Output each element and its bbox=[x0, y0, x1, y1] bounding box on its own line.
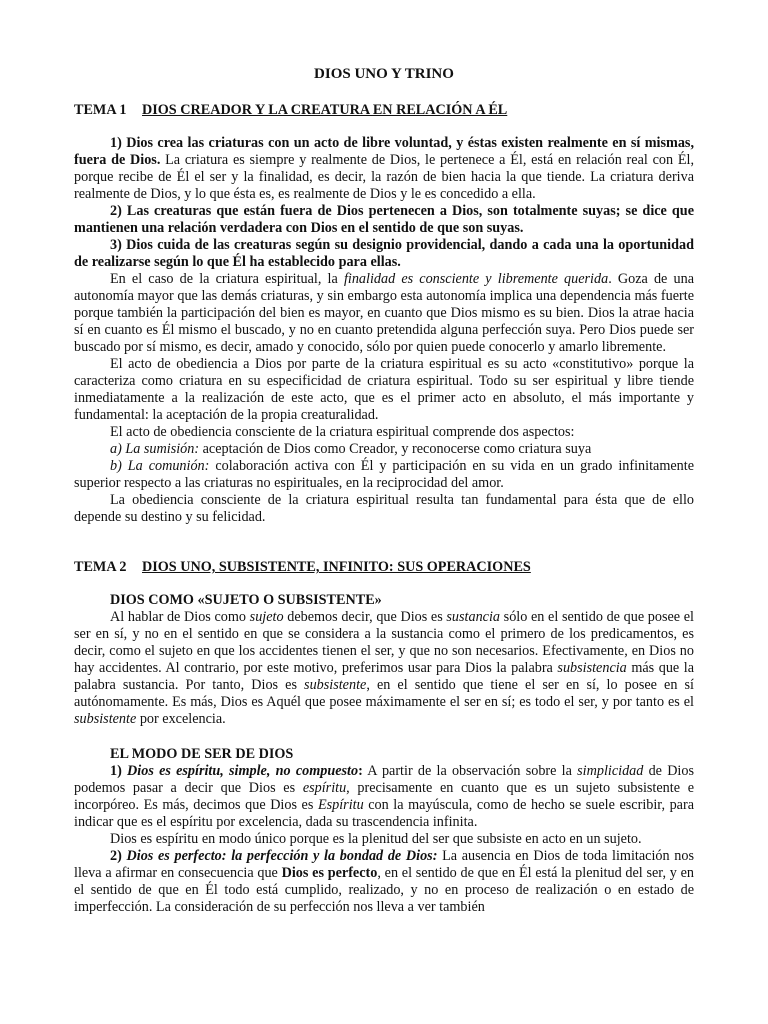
paragraph-sujeto bbox=[74, 609, 694, 728]
modo-1-text-c: , precisamente en cuanto que es un sujeto subsistente e incorpóreo. Es más, decimos que Dios es bbox=[74, 780, 694, 813]
modo-1-number: 1) bbox=[110, 763, 128, 779]
paragraph-7-text: aceptación de Dios como Creador, y reconocerse como criatura suya bbox=[199, 441, 592, 457]
modo-1-colon: : bbox=[358, 763, 363, 779]
modo-1-bold-italic: Dios es espíritu, simple, no compuesto bbox=[127, 763, 359, 779]
paragraph-7 bbox=[74, 441, 694, 458]
paragraph-2 bbox=[74, 203, 694, 237]
paragraph-4-text-a: En el caso de la criatura espiritual, la bbox=[110, 271, 344, 287]
sujeto-italic-5: subsistente bbox=[74, 711, 137, 727]
tema1-number: TEMA 1 bbox=[74, 102, 127, 118]
sujeto-text-c: sólo en el sentido de que posee el ser en sí, y no en el sentido en que se considera a la sustancia como el primero de los predicamentos, es decir, como el sujeto en que los accidentes tienen el ser, y que no son necesarios. Efectivamente, en Dios no hay accidentes. Al contrario, por este motivo, preferimos usar para Dios la palabra bbox=[74, 609, 694, 676]
paragraph-3-bold: 3) Dios cuida de las creaturas según su designio providencial, dando a cada una la oportunidad de realizarse según lo que Él ha establecido para ellas. bbox=[74, 237, 694, 270]
sujeto-text-b: debemos decir, que Dios es bbox=[283, 609, 447, 625]
tema1-name: DIOS CREADOR Y LA CREATURA EN RELACIÓN A ÉL bbox=[142, 102, 508, 118]
paragraph-8-italic: b) La comunión: bbox=[110, 458, 210, 474]
sujeto-italic-1: sujeto bbox=[249, 609, 284, 625]
sujeto-text-d: más que la palabra sustancia. Por tanto, Dios es bbox=[74, 660, 695, 693]
modo-2-bold-italic: Dios es perfecto: la perfección y la bondad de Dios: bbox=[126, 848, 438, 864]
paragraph-4-italic: finalidad es consciente y libremente querida bbox=[343, 271, 609, 287]
tema1-heading bbox=[74, 102, 694, 119]
paragraph-modo-1 bbox=[74, 763, 694, 831]
sujeto-text-e: , en el sentido que tiene el ser en sí, lo posee en sí autónomamente. Es más, Dios es Aquél que posee máximamente el ser en sí; es todo el ser, y por tanto es el bbox=[74, 677, 694, 710]
section-heading-modo: EL MODO DE SER DE DIOS bbox=[110, 746, 294, 762]
modo-2-text-a: La ausencia en Dios de toda limitación nos lleva a afirmar en consecuencia que bbox=[74, 848, 694, 881]
document-page bbox=[74, 66, 694, 916]
paragraph-modo-1b: Dios es espíritu en modo único porque es la plenitud del ser que subsiste en acto en un sujeto. bbox=[110, 831, 642, 847]
paragraph-1-bold: 1) Dios crea las criaturas con un acto de libre voluntad, y éstas existen realmente en sí mismas, fuera de Dios. bbox=[74, 135, 694, 168]
paragraph-4 bbox=[74, 271, 694, 356]
tema2-name: DIOS UNO, SUBSISTENTE, INFINITO: SUS OPERACIONES bbox=[142, 559, 531, 575]
paragraph-2-bold: 2) Las creaturas que están fuera de Dios pertenecen a Dios, son totalmente suyas; se dice que mantienen una relación verdadera con Dios en el sentido de que son suyas. bbox=[74, 203, 694, 236]
modo-1-italic-3: Espíritu bbox=[317, 797, 364, 813]
paragraph-1 bbox=[74, 135, 694, 203]
modo-1-text-b: de Dios podemos pasar a decir que Dios es bbox=[74, 763, 694, 796]
sujeto-italic-4: subsistente bbox=[304, 677, 367, 693]
section-heading-sujeto: DIOS COMO «SUJETO O SUBSISTENTE» bbox=[110, 592, 382, 608]
paragraph-5: El acto de obediencia a Dios por parte de la criatura espiritual es su acto «constitutivo» porque la caracteriza como criatura en su especificidad de criatura espiritual. Todo su ser espiritual y libre tiende inmediatamente a la realización de este acto, que es el primer acto en absoluto, el más importante y fundamental: la aceptación de la propia creaturalidad. bbox=[74, 356, 694, 423]
tema2-number: TEMA 2 bbox=[74, 559, 127, 575]
paragraph-modo-2 bbox=[74, 848, 694, 916]
tema2-heading bbox=[74, 559, 694, 576]
modo-2-text-c: , en el sentido de que en Él está la plenitud del ser, y en el sentido de que en Él todo está cumplido, realizado, y no en proceso de realización o en estado de imperfección. La consideración de su perfección nos lleva a ver también bbox=[74, 865, 694, 915]
sujeto-italic-2: sustancia bbox=[446, 609, 501, 625]
modo-1-text-a: A partir de la observación sobre la bbox=[362, 763, 578, 779]
paragraph-7-italic: a) La sumisión: bbox=[110, 441, 200, 457]
modo-2-number: 2) bbox=[110, 848, 127, 864]
document-title: DIOS UNO Y TRINO bbox=[314, 66, 454, 82]
sujeto-text-a: Al hablar de Dios como bbox=[110, 609, 250, 625]
sujeto-italic-3: subsistencia bbox=[557, 660, 627, 676]
paragraph-4-text-b: . Goza de una autonomía mayor que las demás criaturas, y sin embargo esta autonomía implica una dependencia más fuerte porque también la participación del bien es mayor, en cuanto que Dios mismo es su bien. Dios la atrae hacia sí en cuanto es Él mismo el buscado, y no en cuanto pretendida alguna perfección suya. Pero Dios puede ser buscado por sí mismo, es decir, amado y conocido, sólo por quien puede conocerlo y amarlo libremente. bbox=[74, 271, 694, 355]
paragraph-6: El acto de obediencia consciente de la criatura espiritual comprende dos aspectos: bbox=[110, 424, 575, 440]
paragraph-9: La obediencia consciente de la criatura espiritual resulta tan fundamental para ésta que de ello depende su destino y su felicidad. bbox=[74, 492, 694, 525]
sujeto-text-f: por excelencia. bbox=[136, 711, 226, 727]
paragraph-8-text: colaboración activa con Él y participación en su vida en un grado infinitamente superior respecto a las criaturas no espirituales, en la reciprocidad del amor. bbox=[74, 458, 694, 491]
paragraph-3 bbox=[74, 237, 694, 271]
modo-2-bold: Dios es perfecto bbox=[281, 865, 378, 881]
modo-1-italic-2: espíritu bbox=[302, 780, 347, 796]
modo-1-text-d: con la mayúscula, como de hecho se suele escribir, para indicar que es el espíritu por excelencia, dada su trascendencia infinita. bbox=[74, 797, 694, 830]
paragraph-8 bbox=[74, 458, 694, 492]
paragraph-1-text: La criatura es siempre y realmente de Dios, le pertenece a Él, está en relación real con Él, porque recibe de Él el ser y la finalidad, es decir, la razón de bien hacia la que tiende. La criatura deriva realmente de Dios, y lo que ésta es, es realmente de Dios y le es concedido a ella. bbox=[74, 152, 694, 202]
modo-1-italic-1: simplicidad bbox=[577, 763, 644, 779]
